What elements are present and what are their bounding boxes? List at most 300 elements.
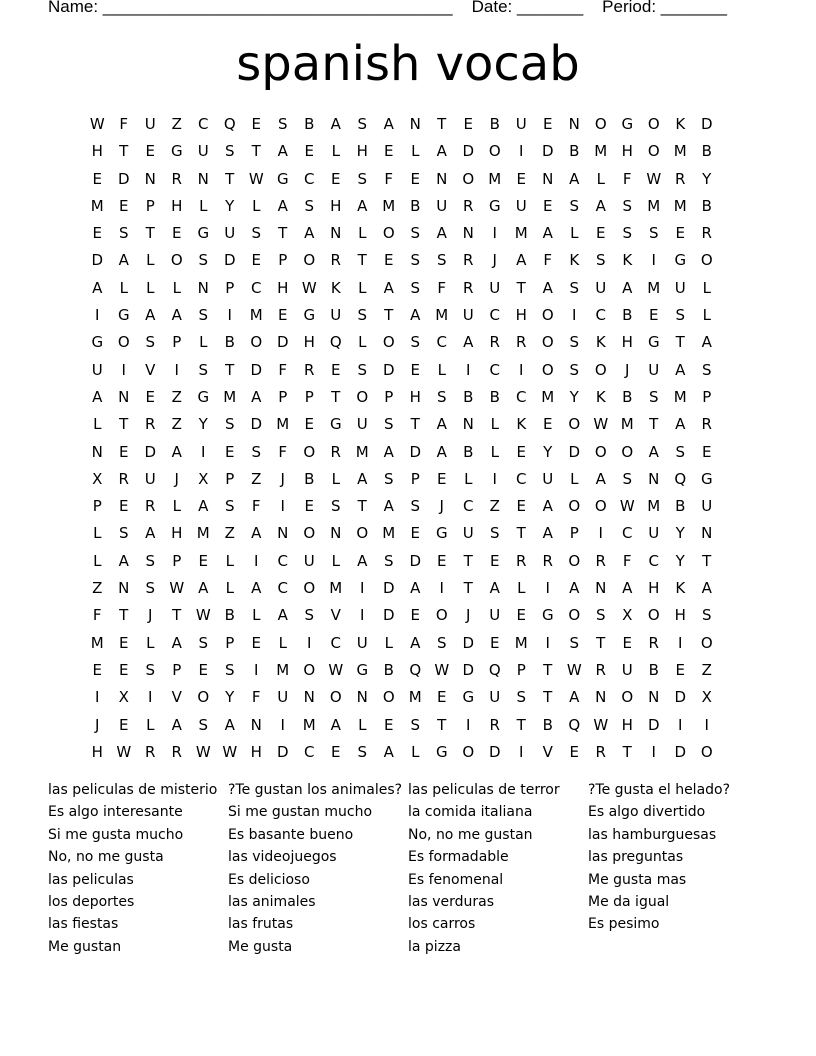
grid-letter: E — [384, 142, 394, 161]
grid-letter: P — [172, 333, 182, 352]
grid-letter: A — [595, 469, 606, 488]
grid-letter: E — [145, 387, 155, 406]
grid-letter: B — [304, 115, 315, 133]
grid-letter: M — [647, 196, 661, 215]
grid-letter: N — [595, 579, 607, 598]
date-field-label: Date: _______ — [471, 0, 584, 16]
grid-letter: A — [383, 442, 394, 461]
grid-letter: J — [148, 606, 153, 625]
grid-letter: O — [621, 688, 634, 707]
grid-letter: E — [516, 169, 526, 188]
grid-letter: L — [199, 333, 208, 352]
grid-letter: G — [488, 196, 501, 215]
grid-letter: O — [170, 251, 183, 270]
grid-letter: S — [357, 169, 368, 188]
grid-letter: L — [596, 169, 605, 188]
grid-letter: K — [622, 251, 633, 270]
grid-letter: E — [225, 442, 235, 461]
grid-letter: S — [622, 469, 633, 488]
grid-letter: T — [463, 551, 473, 570]
grid-letter: N — [356, 688, 368, 707]
grid-letter: O — [594, 442, 607, 461]
grid-letter: U — [648, 524, 660, 543]
grid-letter: U — [144, 115, 156, 133]
grid-letter: T — [516, 715, 526, 734]
grid-letter: T — [172, 606, 182, 625]
grid-letter: K — [675, 579, 686, 598]
grid-letter: R — [489, 715, 500, 734]
grid-letter: O — [541, 333, 554, 352]
grid-letter: W — [89, 115, 105, 133]
grid-letter: R — [516, 551, 527, 570]
grid-letter: U — [621, 660, 633, 679]
grid-letter: R — [595, 742, 606, 761]
grid-letter: O — [594, 115, 607, 133]
grid-letter: Y — [225, 196, 235, 215]
grid-letter: L — [358, 715, 367, 734]
word-bank-item: Es pesimo — [588, 916, 660, 933]
grid-letter: R — [171, 742, 182, 761]
grid-letter: S — [569, 278, 580, 297]
grid-letter: Q — [329, 333, 342, 352]
grid-letter: A — [277, 142, 288, 161]
grid-letter: A — [436, 442, 447, 461]
grid-letter: R — [463, 278, 474, 297]
grid-letter: E — [119, 660, 129, 679]
grid-letter: H — [515, 306, 527, 325]
grid-letter: U — [144, 469, 156, 488]
grid-letter: Z — [92, 579, 103, 598]
grid-letter: E — [331, 169, 341, 188]
grid-letter: U — [330, 306, 342, 325]
grid-letter: G — [647, 333, 660, 352]
grid-letter: J — [492, 251, 497, 270]
grid-letter: S — [330, 497, 341, 516]
grid-letter: B — [675, 497, 686, 516]
grid-letter: S — [357, 742, 368, 761]
grid-letter: E — [649, 306, 659, 325]
grid-letter: T — [702, 551, 712, 570]
word-bank-item: No, no me gustan — [408, 826, 533, 843]
grid-letter: A — [436, 224, 447, 243]
grid-letter: I — [95, 306, 100, 325]
grid-letter: O — [594, 360, 607, 379]
grid-letter: Y — [675, 551, 685, 570]
grid-letter: E — [251, 251, 261, 270]
grid-letter: I — [201, 442, 206, 461]
grid-letter: E — [198, 551, 208, 570]
grid-letter: M — [647, 278, 661, 297]
grid-letter: M — [620, 415, 634, 434]
grid-letter: O — [568, 497, 581, 516]
grid-letter: R — [463, 196, 474, 215]
grid-letter: S — [357, 115, 368, 133]
grid-letter: A — [330, 715, 341, 734]
grid-letter: U — [515, 115, 527, 133]
grid-letter: T — [596, 633, 606, 652]
grid-letter: J — [439, 497, 444, 516]
word-bank-column — [48, 779, 228, 958]
grid-letter: R — [675, 169, 686, 188]
grid-letter: M — [382, 524, 396, 543]
grid-letter: F — [251, 497, 261, 516]
grid-letter: I — [545, 633, 550, 652]
word-bank-column — [588, 779, 768, 958]
grid-letter: O — [647, 142, 660, 161]
grid-letter: A — [171, 306, 182, 325]
grid-letter: F — [92, 606, 102, 625]
word-bank-item: la pizza — [408, 938, 461, 955]
grid-letter: L — [570, 469, 579, 488]
grid-letter: M — [249, 306, 263, 325]
grid-letter: T — [463, 579, 473, 598]
grid-letter: Z — [489, 497, 500, 516]
grid-letter: S — [436, 633, 447, 652]
grid-letter: E — [675, 224, 685, 243]
grid-letter: A — [171, 633, 182, 652]
grid-letter: D — [276, 742, 289, 761]
grid-letter: A — [92, 278, 103, 297]
grid-letter: M — [223, 387, 237, 406]
grid-letter: C — [277, 551, 288, 570]
grid-letter: M — [90, 196, 104, 215]
grid-letter: A — [383, 115, 394, 133]
grid-letter: D — [700, 115, 713, 133]
grid-letter: L — [702, 278, 711, 297]
grid-letter: S — [145, 579, 156, 598]
grid-letter: S — [145, 333, 156, 352]
grid-letter: S — [701, 606, 712, 625]
grid-letter: I — [148, 688, 153, 707]
grid-letter: G — [197, 387, 210, 406]
grid-letter: M — [276, 415, 290, 434]
word-bank-item: Es algo interesante — [48, 804, 183, 821]
word-bank-item: las preguntas — [588, 849, 684, 866]
grid-letter: S — [277, 115, 288, 133]
grid-letter: D — [382, 579, 395, 598]
grid-letter: S — [675, 306, 686, 325]
grid-letter: S — [198, 251, 209, 270]
grid-letter: L — [517, 579, 526, 598]
grid-letter: S — [118, 224, 129, 243]
grid-letter: W — [116, 742, 132, 761]
word-bank-column — [228, 779, 408, 958]
grid-letter: N — [462, 415, 474, 434]
grid-letter: M — [647, 497, 661, 516]
grid-letter: C — [595, 306, 606, 325]
grid-letter: A — [436, 142, 447, 161]
grid-letter: I — [651, 251, 656, 270]
grid-letter: E — [463, 115, 473, 133]
grid-letter: S — [410, 497, 421, 516]
grid-letter: G — [356, 660, 369, 679]
grid-letter: D — [541, 142, 554, 161]
grid-letter: S — [251, 224, 262, 243]
grid-letter: Q — [223, 115, 236, 133]
grid-letter: C — [436, 333, 447, 352]
grid-letter: B — [224, 333, 235, 352]
word-bank — [48, 779, 768, 958]
grid-letter: I — [519, 742, 524, 761]
grid-letter: S — [357, 360, 368, 379]
grid-letter: W — [593, 715, 609, 734]
grid-letter: M — [196, 524, 210, 543]
word-bank-item: las fiestas — [48, 916, 119, 933]
grid-letter: U — [356, 633, 368, 652]
grid-letter: B — [542, 715, 553, 734]
grid-letter: I — [492, 224, 497, 243]
grid-letter: E — [596, 224, 606, 243]
grid-letter: J — [466, 606, 471, 625]
grid-letter: S — [145, 551, 156, 570]
grid-letter: C — [489, 360, 500, 379]
grid-letter: O — [700, 251, 713, 270]
grid-letter: O — [303, 524, 316, 543]
grid-letter: K — [516, 415, 527, 434]
grid-letter: T — [622, 742, 632, 761]
grid-letter: U — [197, 142, 209, 161]
word-bank-item: las hamburguesas — [588, 826, 717, 843]
grid-letter: C — [330, 633, 341, 652]
grid-letter: O — [356, 387, 369, 406]
grid-letter: A — [701, 579, 712, 598]
grid-letter: C — [622, 524, 633, 543]
grid-letter: B — [410, 196, 421, 215]
grid-letter: N — [409, 115, 421, 133]
grid-letter: J — [280, 469, 285, 488]
grid-letter: L — [437, 360, 446, 379]
grid-letter: W — [301, 278, 317, 297]
grid-letter: L — [252, 606, 261, 625]
grid-letter: T — [516, 278, 526, 297]
grid-letter: G — [462, 688, 475, 707]
grid-letter: L — [358, 278, 367, 297]
grid-letter: Y — [675, 524, 685, 543]
grid-letter: A — [675, 415, 686, 434]
grid-letter: B — [304, 469, 315, 488]
grid-letter: S — [410, 715, 421, 734]
grid-letter: U — [462, 524, 474, 543]
grid-letter: Z — [251, 469, 262, 488]
grid-letter: B — [648, 660, 659, 679]
word-bank-item: ?Te gusta el helado? — [588, 782, 731, 798]
grid-letter: P — [410, 469, 420, 488]
grid-letter: U — [542, 469, 554, 488]
grid-letter: S — [489, 524, 500, 543]
grid-letter: A — [542, 224, 553, 243]
grid-letter: E — [675, 660, 685, 679]
grid-letter: S — [595, 251, 606, 270]
grid-letter: D — [409, 551, 422, 570]
grid-letter: N — [118, 579, 130, 598]
grid-letter: E — [384, 251, 394, 270]
grid-letter: O — [647, 115, 660, 133]
word-bank-column — [408, 779, 588, 958]
grid-letter: B — [701, 196, 712, 215]
grid-letter: Y — [225, 688, 235, 707]
grid-letter: D — [382, 606, 395, 625]
word-bank-item: ?Te gustan los animales? — [228, 782, 403, 798]
grid-letter: I — [254, 551, 259, 570]
grid-letter: A — [410, 579, 421, 598]
grid-letter: K — [595, 387, 606, 406]
word-bank-item: Si me gusta mucho — [48, 826, 184, 843]
grid-letter: O — [568, 606, 581, 625]
grid-letter: M — [673, 387, 687, 406]
word-bank-item: Es algo divertido — [588, 804, 706, 821]
page-title: spanish vocab — [236, 36, 580, 92]
grid-letter: A — [622, 278, 633, 297]
grid-letter: N — [277, 524, 289, 543]
grid-letter: S — [436, 251, 447, 270]
grid-letter: R — [304, 360, 315, 379]
grid-letter: O — [700, 742, 713, 761]
grid-letter: T — [410, 415, 420, 434]
word-bank-item: los carros — [408, 916, 476, 933]
grid-letter: U — [303, 551, 315, 570]
grid-letter: A — [383, 742, 394, 761]
grid-letter: W — [619, 497, 635, 516]
grid-letter: K — [595, 333, 606, 352]
grid-letter: O — [303, 442, 316, 461]
grid-letter: A — [622, 579, 633, 598]
grid-letter: T — [675, 333, 685, 352]
grid-letter: H — [91, 142, 103, 161]
grid-letter: L — [93, 551, 102, 570]
grid-letter: V — [330, 606, 341, 625]
grid-letter: I — [95, 688, 100, 707]
word-bank-item: los deportes — [48, 894, 135, 911]
grid-letter: J — [174, 469, 179, 488]
grid-letter: N — [701, 524, 713, 543]
grid-letter: R — [118, 469, 129, 488]
grid-letter: O — [700, 633, 713, 652]
grid-letter: Z — [701, 660, 712, 679]
grid-letter: L — [225, 551, 234, 570]
grid-letter: L — [146, 278, 155, 297]
grid-letter: V — [171, 688, 182, 707]
grid-letter: E — [622, 633, 632, 652]
grid-letter: E — [437, 469, 447, 488]
grid-letter: D — [223, 251, 236, 270]
grid-letter: C — [489, 306, 500, 325]
grid-letter: D — [568, 442, 581, 461]
grid-letter: M — [594, 142, 608, 161]
grid-letter: A — [383, 278, 394, 297]
grid-letter: T — [516, 524, 526, 543]
grid-letter: G — [197, 224, 210, 243]
grid-letter: U — [224, 224, 236, 243]
grid-letter: A — [198, 579, 209, 598]
word-bank-item: Me gusta — [228, 938, 293, 955]
grid-letter: O — [435, 606, 448, 625]
grid-letter: T — [543, 688, 553, 707]
grid-letter: M — [488, 169, 502, 188]
grid-letter: F — [119, 115, 129, 133]
grid-letter: E — [331, 742, 341, 761]
grid-letter: T — [357, 251, 367, 270]
grid-letter: D — [462, 142, 475, 161]
grid-letter: T — [649, 415, 659, 434]
grid-letter: U — [91, 360, 103, 379]
grid-letter: S — [410, 278, 421, 297]
grid-letter: H — [250, 742, 262, 761]
grid-letter: L — [358, 224, 367, 243]
grid-letter: R — [701, 224, 712, 243]
grid-letter: L — [384, 633, 393, 652]
grid-letter: N — [648, 469, 660, 488]
grid-letter: E — [543, 115, 553, 133]
grid-letter: E — [119, 715, 129, 734]
grid-letter: E — [410, 606, 420, 625]
grid-letter: P — [278, 251, 288, 270]
grid-letter: D — [91, 251, 104, 270]
grid-letter: A — [675, 360, 686, 379]
grid-letter: C — [304, 169, 315, 188]
grid-letter: H — [171, 524, 183, 543]
grid-letter: T — [251, 142, 261, 161]
grid-letter: O — [303, 579, 316, 598]
grid-letter: E — [278, 306, 288, 325]
grid-letter: N — [303, 688, 315, 707]
grid-letter: L — [278, 633, 287, 652]
grid-letter: W — [646, 169, 662, 188]
grid-letter: O — [382, 688, 395, 707]
grid-letter: S — [383, 415, 394, 434]
grid-letter: U — [277, 688, 289, 707]
grid-letter: B — [463, 442, 474, 461]
grid-letter: O — [117, 333, 130, 352]
grid-letter: E — [543, 415, 553, 434]
grid-letter: B — [622, 306, 633, 325]
grid-letter: S — [224, 660, 235, 679]
grid-letter: I — [174, 360, 179, 379]
grid-letter: A — [701, 333, 712, 352]
grid-letter: I — [519, 142, 524, 161]
grid-letter: U — [436, 196, 448, 215]
grid-letter: U — [595, 278, 607, 297]
grid-letter: D — [647, 715, 660, 734]
grid-letter: M — [90, 633, 104, 652]
grid-letter: N — [197, 278, 209, 297]
grid-letter: R — [145, 415, 156, 434]
grid-letter: T — [384, 306, 394, 325]
grid-letter: E — [172, 224, 182, 243]
grid-letter: S — [224, 497, 235, 516]
grid-letter: Z — [224, 524, 235, 543]
grid-letter: B — [701, 142, 712, 161]
grid-letter: X — [118, 688, 129, 707]
grid-letter: L — [331, 469, 340, 488]
grid-letter: E — [145, 142, 155, 161]
grid-letter: B — [224, 606, 235, 625]
grid-letter: N — [595, 688, 607, 707]
grid-letter: E — [119, 497, 129, 516]
grid-letter: C — [251, 278, 262, 297]
grid-letter: L — [119, 278, 128, 297]
grid-letter: S — [304, 196, 315, 215]
grid-letter: C — [648, 551, 659, 570]
grid-letter: S — [648, 224, 659, 243]
grid-letter: D — [117, 169, 130, 188]
grid-letter: R — [516, 333, 527, 352]
grid-letter: N — [648, 688, 660, 707]
grid-letter: A — [251, 524, 262, 543]
grid-letter: P — [92, 497, 102, 516]
grid-letter: E — [516, 497, 526, 516]
grid-letter: E — [410, 524, 420, 543]
grid-letter: A — [251, 387, 262, 406]
